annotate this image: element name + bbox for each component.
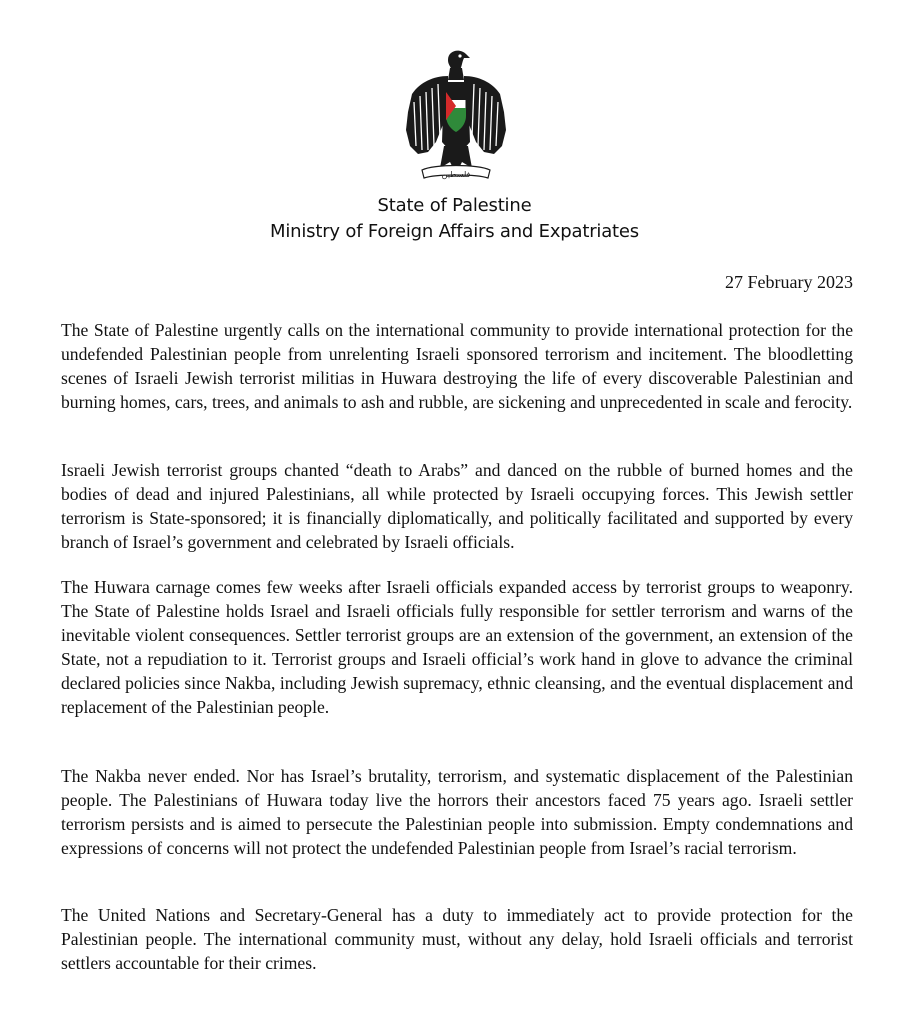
paragraph-5: The United Nations and Secretary-General has a duty to immediately act to provide protection for the Palestinian people. The international community must, without any delay, hold Israeli officials and terrorist settlers accountable for their crimes. bbox=[61, 905, 853, 973]
document-date: 27 February 2023 bbox=[725, 272, 853, 292]
paragraph-1: The State of Palestine urgently calls on the international community to provide international protection for the undefended Palestinian people from unrelenting Israeli sponsored terrorism and incitement. The bloodletting scenes of Israeli Jewish terrorist militias in Huwara destroying the life of every discoverable Palestinian and burning homes, cars, trees, and animals to ash and rubble, are sickening and unprecedented in scale and ferocity. bbox=[61, 320, 853, 412]
paragraph-2: Israeli Jewish terrorist groups chanted “death to Arabs” and danced on the rubble of burned homes and the bodies of dead and injured Palestinians, all while protected by Israeli occupying forces. This Jewish settler terrorism is State-sponsored; it is financially diplomatically, and politically facilitated and supported by every branch of Israel’s government and celebrated by Israeli officials. bbox=[61, 460, 853, 552]
emblem-scroll-text: فلسطين bbox=[441, 170, 471, 179]
paragraph-4: The Nakba never ended. Nor has Israel’s brutality, terrorism, and systematic displacement of the Palestinian people. The Palestinians of Huwara today live the horrors their ancestors faced 75 years ago. Israeli settler terrorism persists and is aimed to persecute the Palestinian people into submission. Empty condemnations and expressions of concerns will not protect the undefended Palestinian people from Israel’s racial terrorism. bbox=[61, 766, 853, 858]
ministry-title: Ministry of Foreign Affairs and Expatriates bbox=[270, 221, 639, 242]
palestine-eagle-emblem-icon bbox=[404, 46, 508, 192]
state-title: State of Palestine bbox=[377, 195, 532, 216]
paragraph-3: The Huwara carnage comes few weeks after Israeli officials expanded access by terrorist groups to weaponry. The State of Palestine holds Israel and Israeli officials fully responsible for settler terrorism and warns of the inevitable violent consequences. Settler terrorist groups are an extension of the government, an extension of the State, not a repudiation to it. Terrorist groups and Israeli official’s work hand in glove to advance the criminal declared policies since Nakba, including Jewish supremacy, ethnic cleansing, and the eventual displacement and replacement of the Palestinian people. bbox=[61, 577, 853, 717]
